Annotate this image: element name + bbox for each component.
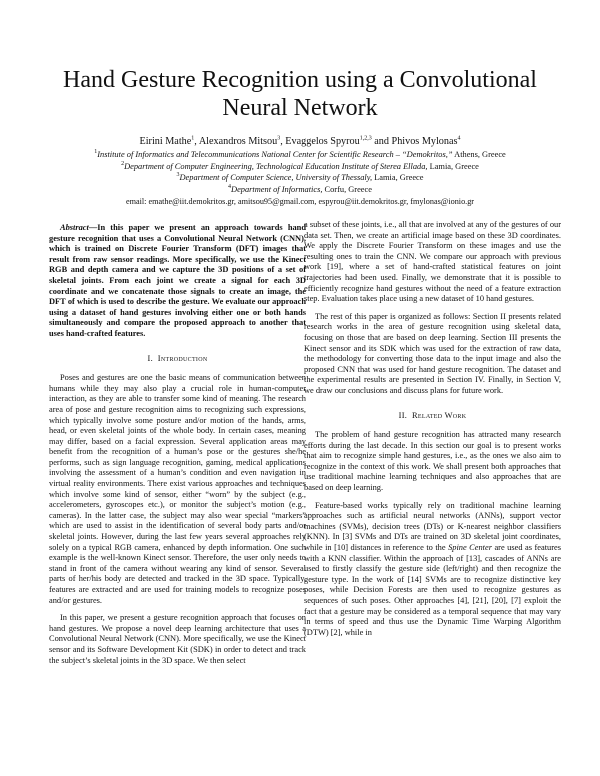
author-name: Alexandros Mitsou — [198, 136, 278, 147]
author-sup: 1 — [191, 135, 195, 142]
abstract-text: —In this paper we present an approach towards hand gesture recognition that uses a Convolutional Neural Network (CNN), which is trained on Discrete Fourier Transform (DFT) images that result from raw sensor readings. More specifically, we use the Kinect RGB and depth camera and we capture the 3D positions of a set of skeletal joints. From each joint we create a signal for each 3D coordinate and we concatenate those signals to create an image, the DFT of which is used to describe the gesture. We evaluate our approach using a dataset of hand gestures involving either one or both hands simultaneously and compare the proposed approach to another that uses hand-crafted features. — [49, 223, 306, 338]
paper-title: Hand Gesture Recognition using a Convolutional Neural Network — [63, 67, 537, 122]
author-name: Evaggelos Spyrou — [285, 136, 360, 147]
related-paragraph-1: The problem of hand gesture recognition has attracted many research efforts during the last decade. In this section our goal is to present works that aim to recognize simple hand gestures, i.e., as the ones we also aim to recognize in the context of this work. We shall present both approaches that use traditional machine learning techniques and also approaches that are based on deep learning. — [304, 430, 561, 493]
author-sup: 1,2,3 — [359, 135, 372, 142]
header-block — [40, 135, 560, 208]
section-heading-related-work: II. Related Work — [398, 410, 467, 420]
abstract-label: Abstract — [60, 223, 89, 232]
intro-paragraph-1: Poses and gestures are one the basic means of communication between humans while they may also play a crucial role in human-computer interaction, as they are able to transfer some kind of meaning. The research area of pose and gesture recognition aims to recognizing such expressions, which typically involve some posture and/or motion of the hands, arms, head, or even skeletal joints of the whole body. In certain cases, meaning may differ, based on a facial expression. Several application areas may benefit from the recognition of a human’s pose or the gestures she/he performs, such as sign language recognition, gaming, medical applications involving the assessment of a human’s condition and even navigation in virtual reality environments. There exist various approaches and techniques which involve some kind of sensor, either “worn” by the subject (e.g., accelerometers, gyroscopes etc.), or monitor the subject’s motion (e.g., cameras). In the latter case, the subject may also wear special “markers” which are used to assist in the identification of several body parts and/or skeletal joints. However, during the last few years several approaches rely solely on a typical RGB camera, enhanced by depth information. One such example is the well-known Kinect sensor. Therefore, the user only needs to stand in front of the camera without wearing any kind of sensor. Several parts of her/his body are detected and tracked in the 3D space. Typically, features are extracted and are used for training models to recognize poses and/or gestures. — [49, 373, 306, 605]
abstract — [49, 223, 306, 340]
email-line: email: emathe@iit.demokritos.gr, amitsou95@gmail.com, espyrou@iit.demokritos.gr, fmylonas@ionio.gr — [125, 197, 475, 206]
affiliation: $^3$Department of Computer Science, University of Thessaly, Lamia, Greece — [176, 172, 424, 182]
affiliation: $^1$Institute of Informatics and Telecommunications National Center for Scientific Research – “Demokritos,” Athens, Greece — [94, 149, 506, 159]
affiliation: $^4$Department of Informatics, Corfu, Greece — [228, 183, 372, 194]
related-paragraph-2: Feature-based works typically rely on traditional machine learning approaches such as artificial neural networks (ANNs), support vector machines (SVMs), decision trees (DTs) or K-nearest neighbor classifiers (KNN). In [3] SVMs and DTs are trained on 3D skeletal joint coordinates, while in [10] distances in reference to the Spine Center are used as features with a KNN classifier. Within the approach of [13], cascades of ANNs are used to firstly classify the gesture side (left/right) and then recognize the gesture type. In the work of [14] SVMs are to recognize distinctive key poses, while Decision Forests are then used to recognize gestures as sequences of such poses. Other approaches [4], [21], [20], [7] exploit the fact that a gesture may be considered as a temporal sequence that may vary in terms of speed and thus use the Dynamic Time Warping Algorithm (DTW) [2], while in — [304, 500, 561, 637]
author-sup: 3 — [277, 135, 281, 142]
author-name: Phivos Mylonas — [391, 136, 458, 147]
left-column — [49, 223, 306, 666]
right-column — [304, 220, 561, 638]
intro-paragraph-3: The rest of this paper is organized as follows: Section II presents related research works in the area of gesture recognition using skeletal data, focusing on those that are based on deep learning. Section III presents the Kinect sensor and its SDK which was used for the extraction of raw data, the methodology for converting those data to the input image and also the proposed CNN that was used for hand gesture recognition. The dataset and the experimental results are presented in Section IV. Finally, in Section V, we draw our conclusions and discuss plans for future work. — [304, 311, 561, 395]
author-sup: 4 — [457, 135, 461, 142]
intro-paragraph-2-continued: a subset of these joints, i.e., all that are involved at any of the gestures of our data set. Then, we create an artificial image based on these 3D coordinates. We apply the Discrete Fourier Transform on these images and use the resulting ones to train the CNN. We compare our approach with previous work [19], where a set of hand-crafted statistical features on joint trajectories had been used. Finally, we demonstrate that it is possible to efficiently recognize hand gestures without the need of a feature extraction step. Evaluation takes place using a new dataset of 10 hand gestures. — [304, 220, 561, 304]
author-name: Eirini Mathe — [139, 136, 192, 147]
affiliation: $^2$Department of Computer Engineering, Technological Education Institute of Sterea Ellada, Lamia, Greece — [121, 160, 479, 171]
author-list: Eirini Mathe$^1$, Alexandros Mitsou$^3$, Evaggelos Spyrou$^{1,2,3}$ and Phivos Mylonas$^4$ — [139, 135, 461, 147]
intro-paragraph-2: In this paper, we present a gesture recognition approach that focuses on hand gestures. We propose a novel deep learning architecture that uses a Convolutional Neural Network (CNN). More specifically, we use the Kinect sensor and its Software Development Kit (SDK) in order to detect and track the subject’s skeletal joints in the 3D space. We then select — [49, 613, 306, 665]
section-heading-introduction: I. Introduction — [147, 353, 208, 363]
